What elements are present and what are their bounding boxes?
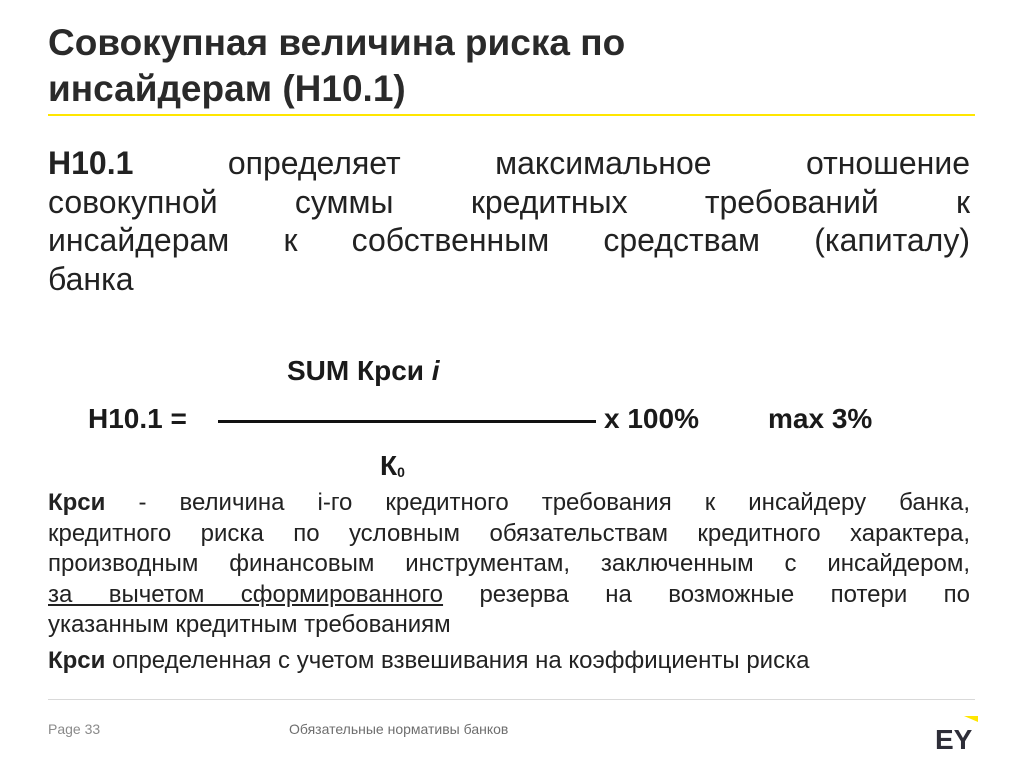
formula-denominator — [380, 450, 405, 482]
ey-logo — [934, 716, 978, 752]
title-underline — [48, 114, 975, 116]
note-text: определенная с учетом взвешивания на коэффициенты риска — [112, 647, 810, 674]
definition-line-1-text: определяет максимальное отношение — [227, 145, 971, 181]
title-line-2: инсайдерам (Н10.1) — [48, 68, 406, 109]
formula-lhs: Н10.1 = — [88, 403, 187, 434]
explanation-line-2: кредитного риска по условным обязательствам кредитного характера, — [48, 519, 970, 547]
explanation-underlined-phrase: за вычетом сформированного — [48, 580, 444, 608]
title-line-1: Совокупная величина риска по — [48, 22, 626, 63]
footer-title: Обязательные нормативы банков — [289, 721, 509, 737]
formula-numerator — [287, 355, 440, 387]
slide-title — [48, 20, 988, 112]
definition-line-1 — [48, 144, 970, 183]
definition-line-3: инсайдерам к собственным средствам (капиталу) — [48, 222, 970, 258]
explanation-line-3: производным финансовым инструментам, заключенным с инсайдером, — [48, 550, 970, 577]
definition-lead: Н10.1 — [48, 145, 134, 181]
definition-line-4: банка — [48, 260, 134, 297]
definition-paragraph — [48, 144, 970, 298]
page-number: Page 33 — [48, 721, 101, 737]
explanation-line-4-text: резерва на возможные потери по — [479, 580, 971, 608]
explanation-term: Крси — [48, 489, 106, 516]
formula-denominator-text: К — [380, 450, 398, 481]
note-term: Крси — [48, 647, 106, 674]
formula-multiplier: х 100% — [604, 403, 699, 434]
ey-logo-letters: EY — [935, 724, 973, 752]
formula-denominator-sub: 0 — [397, 464, 405, 480]
footer-divider — [48, 699, 975, 700]
explanation-line-4 — [48, 580, 970, 611]
explanation-paragraph — [48, 488, 970, 641]
explanation-line-1-text: - величина i-го кредитного требования к инсайдеру банка, — [138, 489, 970, 516]
definition-line-2: совокупной суммы кредитных требований к — [48, 183, 970, 220]
explanation-line-1 — [48, 488, 970, 519]
ey-logo-beam — [964, 716, 978, 722]
note-paragraph — [48, 646, 978, 676]
formula-numerator-text: SUM Крси — [287, 355, 424, 386]
formula-fraction-bar — [218, 420, 596, 423]
explanation-line-5: указанным кредитным требованиям — [48, 611, 451, 638]
formula-limit: max 3% — [768, 403, 873, 434]
formula-numerator-index: i — [431, 355, 440, 386]
